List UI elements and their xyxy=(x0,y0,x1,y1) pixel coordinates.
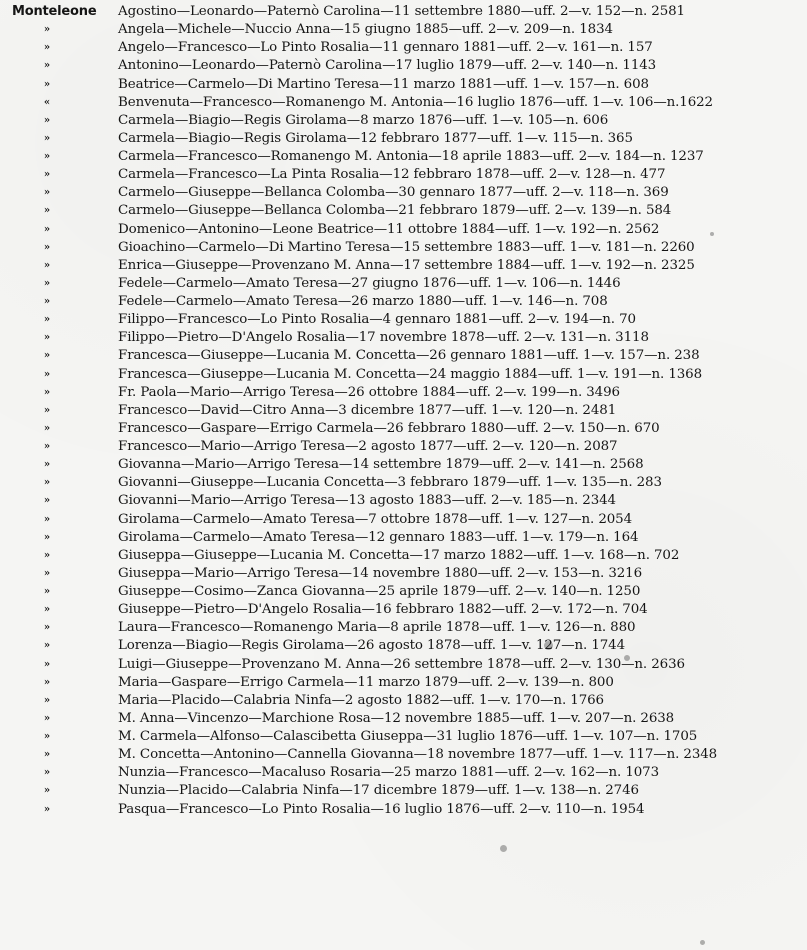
record-text: Nunzia—Francesco—Macaluso Rosaria—25 marzo 1881—uff. 2—v. 162—n. 1073 xyxy=(118,765,660,781)
ditto-mark: » xyxy=(43,42,51,54)
record-text: Laura—Francesco—Romanengo Maria—8 aprile 1878—uff. 1—v. 126—n. 880 xyxy=(118,620,636,636)
ditto-mark: » xyxy=(43,422,51,434)
record-row xyxy=(0,710,807,728)
record-row xyxy=(0,474,807,492)
ditto-mark: » xyxy=(43,513,51,525)
ditto-mark: » xyxy=(43,386,51,398)
record-text: Fedele—Carmelo—Amato Teresa—26 marzo 1880—uff. 1—v. 146—n. 708 xyxy=(118,294,608,309)
record-text: Giuseppa—Mario—Arrigo Teresa—14 novembre 1880—uff. 2—v. 153—n. 3216 xyxy=(118,565,643,581)
record-row xyxy=(0,76,807,94)
record-row xyxy=(0,674,807,692)
record-row xyxy=(0,656,807,674)
record-row xyxy=(0,511,807,529)
record-row xyxy=(0,112,807,130)
ditto-mark: » xyxy=(43,151,51,162)
record-row xyxy=(0,202,807,220)
ditto-mark: » xyxy=(43,459,51,471)
record-text: Pasqua—Francesco—Lo Pinto Rosalia—16 luglio 1876—uff. 2—v. 110—n. 1954 xyxy=(118,801,645,817)
entry-list xyxy=(0,3,807,819)
record-row xyxy=(0,311,807,329)
record-text: Carmela—Francesco—La Pinta Rosalia—12 febbraro 1878—uff. 2—v. 128—n. 477 xyxy=(118,167,666,183)
record-text: Girolama—Carmelo—Amato Teresa—7 ottobre 1878—uff. 1—v. 127—n. 2054 xyxy=(118,511,633,527)
ditto-mark: » xyxy=(43,169,51,181)
record-row xyxy=(0,94,807,112)
ditto-mark: » xyxy=(43,640,51,652)
record-row xyxy=(0,148,807,166)
ditto-mark: » xyxy=(43,785,51,797)
ditto-mark: » xyxy=(43,277,51,289)
record-row xyxy=(0,257,807,275)
record-text: M. Anna—Vincenzo—Marchione Rosa—12 novembre 1885—uff. 1—v. 207—n. 2638 xyxy=(118,710,675,726)
ditto-mark: » xyxy=(43,658,51,670)
record-text: Giovanni—Giuseppe—Lucania Concetta—3 febbraro 1879—uff. 1—v. 135—n. 283 xyxy=(118,475,662,491)
record-row xyxy=(0,764,807,782)
ditto-mark: » xyxy=(43,676,51,688)
ditto-mark: » xyxy=(43,531,51,543)
record-text: Carmelo—Giuseppe—Bellanca Colomba—30 gennaro 1877—uff. 2—v. 118—n. 369 xyxy=(118,185,669,201)
record-text: Girolama—Carmelo—Amato Teresa—12 gennaro 1883—uff. 1—v. 179—n. 164 xyxy=(118,529,639,545)
record-text: Benvenuta—Francesco—Romanengo M. Antonia—16 luglio 1876—uff. 1—v. 106—n.1622 xyxy=(118,94,713,110)
record-text: Giuseppa—Giuseppe—Lucania M. Concetta—17 marzo 1882—uff. 1—v. 168—n. 702 xyxy=(118,547,680,563)
record-text: Francesco—Mario—Arrigo Teresa—2 agosto 1877—uff. 2—v. 120—n. 2087 xyxy=(118,439,618,454)
ditto-mark: » xyxy=(43,332,51,344)
record-row xyxy=(0,39,807,57)
ditto-mark: » xyxy=(43,296,51,307)
record-text: Francesca—Giuseppe—Lucania M. Concetta—26 gennaro 1881—uff. 1—v. 157—n. 238 xyxy=(118,348,700,364)
record-row xyxy=(0,275,807,293)
record-text: Carmelo—Giuseppe—Bellanca Colomba—21 febbraro 1879—uff. 2—v. 139—n. 584 xyxy=(118,203,672,219)
record-row xyxy=(0,166,807,184)
ditto-mark: » xyxy=(43,60,51,72)
ditto-mark: » xyxy=(43,223,51,235)
record-row xyxy=(0,402,807,420)
record-text: Gioachino—Carmelo—Di Martino Teresa—15 settembre 1883—uff. 1—v. 181—n. 2260 xyxy=(118,239,695,255)
record-text: Fr. Paola—Mario—Arrigo Teresa—26 ottobre 1884—uff. 2—v. 199—n. 3496 xyxy=(118,384,620,400)
record-text: Lorenza—Biagio—Regis Girolama—26 agosto 1878—uff. 1—v. 127—n. 1744 xyxy=(118,638,626,654)
record-row xyxy=(0,565,807,583)
record-row xyxy=(0,782,807,800)
ditto-mark: » xyxy=(43,404,51,416)
record-text: Carmela—Biagio—Regis Girolama—12 febbraro 1877—uff. 1—v. 115—n. 365 xyxy=(118,130,633,146)
record-text: Agostino—Leonardo—Paternò Carolina—11 settembre 1880—uff. 2—v. 152—n. 2581 xyxy=(118,4,685,19)
ditto-mark: » xyxy=(43,187,51,199)
ditto-mark: » xyxy=(43,749,51,761)
record-text: Maria—Placido—Calabria Ninfa—2 agosto 1882—uff. 1—v. 170—n. 1766 xyxy=(118,692,604,708)
ditto-mark: » xyxy=(43,767,51,779)
ditto-mark: » xyxy=(43,132,51,144)
ditto-mark: » xyxy=(43,495,51,507)
record-text: Giuseppe—Pietro—D'Angelo Rosalia—16 febbraro 1882—uff. 2—v. 172—n. 704 xyxy=(118,602,648,618)
ditto-mark: » xyxy=(43,712,51,724)
ditto-mark: » xyxy=(43,694,51,706)
ink-speck xyxy=(500,845,507,852)
record-row xyxy=(0,21,807,39)
ditto-mark: » xyxy=(43,477,51,489)
record-row xyxy=(0,3,807,21)
record-row xyxy=(0,366,807,384)
record-text: Angela—Michele—Nuccio Anna—15 giugno 1885—uff. 2—v. 209—n. 1834 xyxy=(118,22,613,38)
record-text: Giuseppe—Cosimo—Zanca Giovanna—25 aprile 1879—uff. 2—v. 140—n. 1250 xyxy=(118,584,641,599)
ditto-mark: » xyxy=(43,259,51,271)
record-row xyxy=(0,547,807,565)
ditto-mark: » xyxy=(43,803,51,815)
record-text: Nunzia—Placido—Calabria Ninfa—17 dicembre 1879—uff. 1—v. 138—n. 2746 xyxy=(118,783,639,799)
record-text: Giovanna—Mario—Arrigo Teresa—14 settembre 1879—uff. 2—v. 141—n. 2568 xyxy=(118,457,644,473)
record-text: Maria—Gaspare—Errigo Carmela—11 marzo 1879—uff. 2—v. 139—n. 800 xyxy=(118,674,614,690)
ditto-mark: » xyxy=(43,205,51,217)
record-text: Antonino—Leonardo—Paternò Carolina—17 luglio 1879—uff. 2—v. 140—n. 1143 xyxy=(118,58,657,74)
ditto-mark: » xyxy=(43,241,51,253)
record-text: Luigi—Giuseppe—Provenzano M. Anna—26 settembre 1878—uff. 2—v. 130—n. 2636 xyxy=(118,656,685,672)
ditto-mark: » xyxy=(43,604,51,616)
record-row xyxy=(0,692,807,710)
record-row xyxy=(0,184,807,202)
record-row xyxy=(0,130,807,148)
ditto-mark: » xyxy=(43,549,51,561)
record-row xyxy=(0,293,807,311)
record-text: Beatrice—Carmelo—Di Martino Teresa—11 marzo 1881—uff. 1—v. 157—n. 608 xyxy=(118,76,649,92)
record-text: Carmela—Francesco—Romanengo M. Antonia—18 aprile 1883—uff. 2—v. 184—n. 1237 xyxy=(118,149,704,164)
record-text: Francesco—David—Citro Anna—3 dicembre 1877—uff. 1—v. 120—n. 2481 xyxy=(118,402,617,418)
ink-speck xyxy=(544,641,553,650)
record-row xyxy=(0,746,807,764)
ditto-mark: » xyxy=(43,586,51,597)
ditto-mark: » xyxy=(43,78,51,90)
record-text: Fedele—Carmelo—Amato Teresa—27 giugno 1876—uff. 1—v. 106—n. 1446 xyxy=(118,275,621,291)
record-row xyxy=(0,239,807,257)
record-row xyxy=(0,492,807,510)
record-text: Filippo—Pietro—D'Angelo Rosalia—17 novembre 1878—uff. 2—v. 131—n. 3118 xyxy=(118,330,649,346)
record-text: Domenico—Antonino—Leone Beatrice—11 ottobre 1884—uff. 1—v. 192—n. 2562 xyxy=(118,221,660,237)
record-text: Enrica—Giuseppe—Provenzano M. Anna—17 settembre 1884—uff. 1—v. 192—n. 2325 xyxy=(118,257,695,273)
record-row xyxy=(0,329,807,347)
record-row xyxy=(0,347,807,365)
ditto-mark: » xyxy=(43,567,51,579)
record-row xyxy=(0,583,807,601)
record-row xyxy=(0,529,807,547)
ditto-mark: » xyxy=(43,114,51,126)
record-text: Francesca—Giuseppe—Lucania M. Concetta—24 maggio 1884—uff. 1—v. 191—n. 1368 xyxy=(118,366,703,382)
record-text: Filippo—Francesco—Lo Pinto Rosalia—4 gennaro 1881—uff. 2—v. 194—n. 70 xyxy=(118,312,636,328)
ink-speck xyxy=(710,232,714,236)
ditto-mark: « xyxy=(43,96,51,108)
ditto-mark: » xyxy=(43,622,51,634)
record-row xyxy=(0,728,807,746)
ditto-mark: » xyxy=(43,350,51,362)
ditto-mark: » xyxy=(43,314,51,326)
ditto-mark: » xyxy=(43,24,51,36)
record-row xyxy=(0,384,807,402)
record-text: Francesco—Gaspare—Errigo Carmela—26 febbraro 1880—uff. 2—v. 150—n. 670 xyxy=(118,420,660,436)
record-row xyxy=(0,438,807,456)
ink-speck xyxy=(624,655,630,661)
ditto-mark: » xyxy=(43,368,51,380)
record-text: Carmela—Biagio—Regis Girolama—8 marzo 1876—uff. 1—v. 105—n. 606 xyxy=(118,112,609,128)
ditto-mark: » xyxy=(43,731,51,742)
record-row xyxy=(0,221,807,239)
record-text: Angelo—Francesco—Lo Pinto Rosalia—11 gennaro 1881—uff. 2—v. 161—n. 157 xyxy=(118,40,653,56)
surname-heading: Monteleone xyxy=(12,4,97,19)
record-row xyxy=(0,456,807,474)
ink-speck xyxy=(700,940,705,945)
record-row xyxy=(0,619,807,637)
record-row xyxy=(0,637,807,655)
ditto-mark: » xyxy=(43,441,51,452)
record-text: Giovanni—Mario—Arrigo Teresa—13 agosto 1883—uff. 2—v. 185—n. 2344 xyxy=(118,493,616,509)
record-row xyxy=(0,420,807,438)
record-row xyxy=(0,57,807,75)
record-row xyxy=(0,601,807,619)
record-row xyxy=(0,801,807,819)
record-text: M. Carmela—Alfonso—Calascibetta Giuseppa—31 luglio 1876—uff. 1—v. 107—n. 1705 xyxy=(118,729,698,744)
record-text: M. Concetta—Antonino—Cannella Giovanna—18 novembre 1877—uff. 1—v. 117—n. 2348 xyxy=(118,747,718,763)
